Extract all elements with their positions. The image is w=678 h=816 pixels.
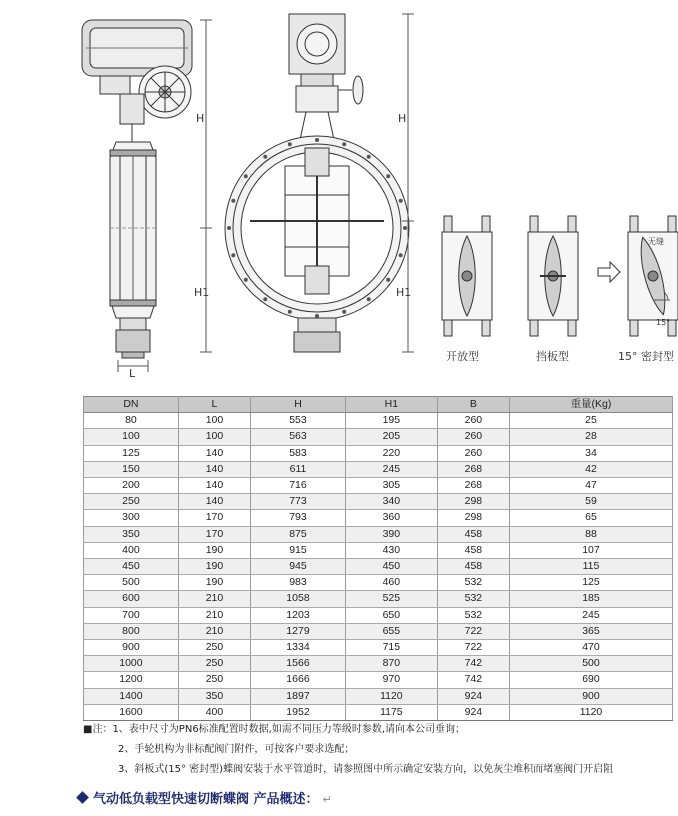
- dim-label-l-side: L: [129, 367, 136, 380]
- dim-label-h-side: H: [196, 112, 205, 125]
- table-row: [84, 575, 673, 591]
- table-cell: 245: [345, 461, 437, 477]
- bolt-hole: [399, 199, 403, 203]
- note-1: ■注：1、表中尺寸为PN6标准配置时数据,如需不同压力等级时参数,请向本公司垂询；: [83, 724, 466, 735]
- table-cell: 195: [345, 413, 437, 429]
- table-cell: 125: [509, 575, 672, 591]
- table-cell: 742: [437, 672, 509, 688]
- table-row: [84, 461, 673, 477]
- table-cell: 125: [84, 445, 179, 461]
- table-cell: 655: [345, 623, 437, 639]
- table-cell: 1120: [509, 704, 672, 720]
- label-no-gap: 无缝: [648, 237, 664, 246]
- table-cell: 650: [345, 607, 437, 623]
- table-cell: 250: [84, 494, 179, 510]
- table-cell: 59: [509, 494, 672, 510]
- table-cell: 690: [509, 672, 672, 688]
- table-cell: 1600: [84, 704, 179, 720]
- column-header: B: [437, 397, 509, 413]
- bolt-hole: [288, 142, 292, 146]
- table-cell: 210: [178, 591, 250, 607]
- table-cell: 1279: [251, 623, 346, 639]
- table-cell: 268: [437, 478, 509, 494]
- table-cell: 245: [509, 607, 672, 623]
- table-cell: 1400: [84, 688, 179, 704]
- bolt-hole: [244, 174, 248, 178]
- front-view: [225, 14, 414, 352]
- table-cell: 970: [345, 672, 437, 688]
- table-cell: 140: [178, 494, 250, 510]
- table-cell: 722: [437, 640, 509, 656]
- table-cell: 100: [178, 413, 250, 429]
- bolt-hole: [342, 142, 346, 146]
- table-cell: 1200: [84, 672, 179, 688]
- table-cell: 140: [178, 461, 250, 477]
- table-cell: 185: [509, 591, 672, 607]
- column-header: DN: [84, 397, 179, 413]
- table-cell: 700: [84, 607, 179, 623]
- table-cell: 460: [345, 575, 437, 591]
- label-angle: 15°: [656, 318, 671, 327]
- dimension-table: [83, 396, 673, 721]
- table-cell: 42: [509, 461, 672, 477]
- table-cell: 458: [437, 559, 509, 575]
- table-cell: 742: [437, 656, 509, 672]
- table-cell: 715: [345, 640, 437, 656]
- table-cell: 305: [345, 478, 437, 494]
- table-cell: 360: [345, 510, 437, 526]
- table-cell: 1203: [251, 607, 346, 623]
- table-cell: 350: [178, 688, 250, 704]
- table-cell: 268: [437, 461, 509, 477]
- bolt-hole: [367, 297, 371, 301]
- table-cell: 250: [178, 656, 250, 672]
- table-row: [84, 429, 673, 445]
- column-header: L: [178, 397, 250, 413]
- table-cell: 450: [84, 559, 179, 575]
- table-cell: 525: [345, 591, 437, 607]
- table-cell: 400: [178, 704, 250, 720]
- caption-seal-type: 15° 密封型: [618, 350, 674, 363]
- bolt-hole: [263, 155, 267, 159]
- table-row: [84, 623, 673, 639]
- table-row: [84, 559, 673, 575]
- return-mark-icon: ↵: [322, 793, 332, 806]
- valve-technical-drawing: [0, 0, 678, 390]
- bolt-hole: [244, 278, 248, 282]
- table-cell: 170: [178, 526, 250, 542]
- table-row: [84, 445, 673, 461]
- table-cell: 28: [509, 429, 672, 445]
- table-cell: 1566: [251, 656, 346, 672]
- table-cell: 34: [509, 445, 672, 461]
- table-cell: 532: [437, 607, 509, 623]
- table-cell: 1120: [345, 688, 437, 704]
- table-cell: 260: [437, 413, 509, 429]
- table-row: [84, 640, 673, 656]
- table-cell: 1175: [345, 704, 437, 720]
- column-header: H1: [345, 397, 437, 413]
- table-cell: 800: [84, 623, 179, 639]
- table-cell: 924: [437, 704, 509, 720]
- table-cell: 260: [437, 445, 509, 461]
- table-row: [84, 413, 673, 429]
- open-type-figure: [442, 216, 492, 336]
- dim-label-h1-side: H1: [194, 286, 210, 299]
- table-cell: 340: [345, 494, 437, 510]
- table-cell: 532: [437, 591, 509, 607]
- table-cell: 260: [437, 429, 509, 445]
- table-cell: 25: [509, 413, 672, 429]
- table-cell: 458: [437, 526, 509, 542]
- table-cell: 532: [437, 575, 509, 591]
- table-cell: 1952: [251, 704, 346, 720]
- table-cell: 210: [178, 607, 250, 623]
- table-cell: 793: [251, 510, 346, 526]
- table-cell: 915: [251, 542, 346, 558]
- block-type-figure: [528, 216, 578, 336]
- column-header: 重量(Kg): [509, 397, 672, 413]
- table-cell: 220: [345, 445, 437, 461]
- table-cell: 88: [509, 526, 672, 542]
- table-row: [84, 704, 673, 720]
- table-cell: 100: [84, 429, 179, 445]
- table-row: [84, 656, 673, 672]
- table-cell: 945: [251, 559, 346, 575]
- table-cell: 350: [84, 526, 179, 542]
- bolt-hole: [403, 226, 407, 230]
- dim-label-h-front: H: [398, 112, 407, 125]
- overview-title: 气动低负载型快速切断蝶阀 产品概述：: [93, 792, 319, 807]
- bolt-hole: [315, 314, 319, 318]
- note-3: 3、斜板式(15° 密封型)蝶阀安装于水平管道时，请参照图中所示确定安装方向，以免灰尘堆积而堵塞阀门开启阻: [118, 764, 614, 775]
- bolt-hole: [231, 199, 235, 203]
- bolt-hole: [367, 155, 371, 159]
- table-cell: 875: [251, 526, 346, 542]
- table-cell: 210: [178, 623, 250, 639]
- table-cell: 190: [178, 559, 250, 575]
- table-cell: 298: [437, 510, 509, 526]
- column-header: H: [251, 397, 346, 413]
- table-cell: 205: [345, 429, 437, 445]
- table-cell: 500: [509, 656, 672, 672]
- table-row: [84, 542, 673, 558]
- table-cell: 430: [345, 542, 437, 558]
- table-body: [84, 413, 673, 721]
- table-cell: 583: [251, 445, 346, 461]
- table-cell: 140: [178, 478, 250, 494]
- table-cell: 200: [84, 478, 179, 494]
- table-cell: 365: [509, 623, 672, 639]
- table-cell: 300: [84, 510, 179, 526]
- table-header-row: [84, 397, 673, 413]
- table-cell: 500: [84, 575, 179, 591]
- caption-block-type: 挡板型: [536, 350, 569, 363]
- table-row: [84, 478, 673, 494]
- table-cell: 1058: [251, 591, 346, 607]
- table-cell: 600: [84, 591, 179, 607]
- table-cell: 470: [509, 640, 672, 656]
- table-row: [84, 688, 673, 704]
- table-cell: 115: [509, 559, 672, 575]
- table-cell: 1334: [251, 640, 346, 656]
- bolt-hole: [386, 278, 390, 282]
- table-cell: 250: [178, 672, 250, 688]
- table-cell: 716: [251, 478, 346, 494]
- bolt-hole: [342, 310, 346, 314]
- diamond-bullet-icon: [76, 791, 89, 804]
- table-cell: 900: [84, 640, 179, 656]
- table-cell: 65: [509, 510, 672, 526]
- table-cell: 1000: [84, 656, 179, 672]
- caption-open-type: 开放型: [446, 350, 479, 363]
- table-cell: 250: [178, 640, 250, 656]
- note-2: 2、手轮机构为非标配阀门附件，可按客户要求选配；: [118, 744, 355, 755]
- table-row: [84, 672, 673, 688]
- table-cell: 924: [437, 688, 509, 704]
- table-row: [84, 607, 673, 623]
- table-cell: 722: [437, 623, 509, 639]
- bolt-hole: [231, 253, 235, 257]
- table-cell: 983: [251, 575, 346, 591]
- table-cell: 450: [345, 559, 437, 575]
- table-row: [84, 591, 673, 607]
- table-cell: 100: [178, 429, 250, 445]
- table-row: [84, 510, 673, 526]
- table-cell: 563: [251, 429, 346, 445]
- table-cell: 150: [84, 461, 179, 477]
- table-cell: 190: [178, 575, 250, 591]
- table-cell: 47: [509, 478, 672, 494]
- bolt-hole: [227, 226, 231, 230]
- table-cell: 170: [178, 510, 250, 526]
- table-cell: 553: [251, 413, 346, 429]
- bolt-hole: [315, 138, 319, 142]
- dim-label-h1-front: H1: [396, 286, 412, 299]
- side-view: [82, 20, 212, 372]
- table-cell: 900: [509, 688, 672, 704]
- bolt-hole: [386, 174, 390, 178]
- table-cell: 298: [437, 494, 509, 510]
- bolt-hole: [399, 253, 403, 257]
- table-cell: 390: [345, 526, 437, 542]
- table-row: [84, 526, 673, 542]
- table-cell: 190: [178, 542, 250, 558]
- table-cell: 400: [84, 542, 179, 558]
- bolt-hole: [288, 310, 292, 314]
- table-cell: 1897: [251, 688, 346, 704]
- bolt-hole: [263, 297, 267, 301]
- table-cell: 611: [251, 461, 346, 477]
- table-cell: 773: [251, 494, 346, 510]
- table-cell: 870: [345, 656, 437, 672]
- table-cell: 1666: [251, 672, 346, 688]
- table-cell: 80: [84, 413, 179, 429]
- table-cell: 140: [178, 445, 250, 461]
- table-row: [84, 494, 673, 510]
- overview-heading: [78, 788, 332, 807]
- table-cell: 458: [437, 542, 509, 558]
- table-cell: 107: [509, 542, 672, 558]
